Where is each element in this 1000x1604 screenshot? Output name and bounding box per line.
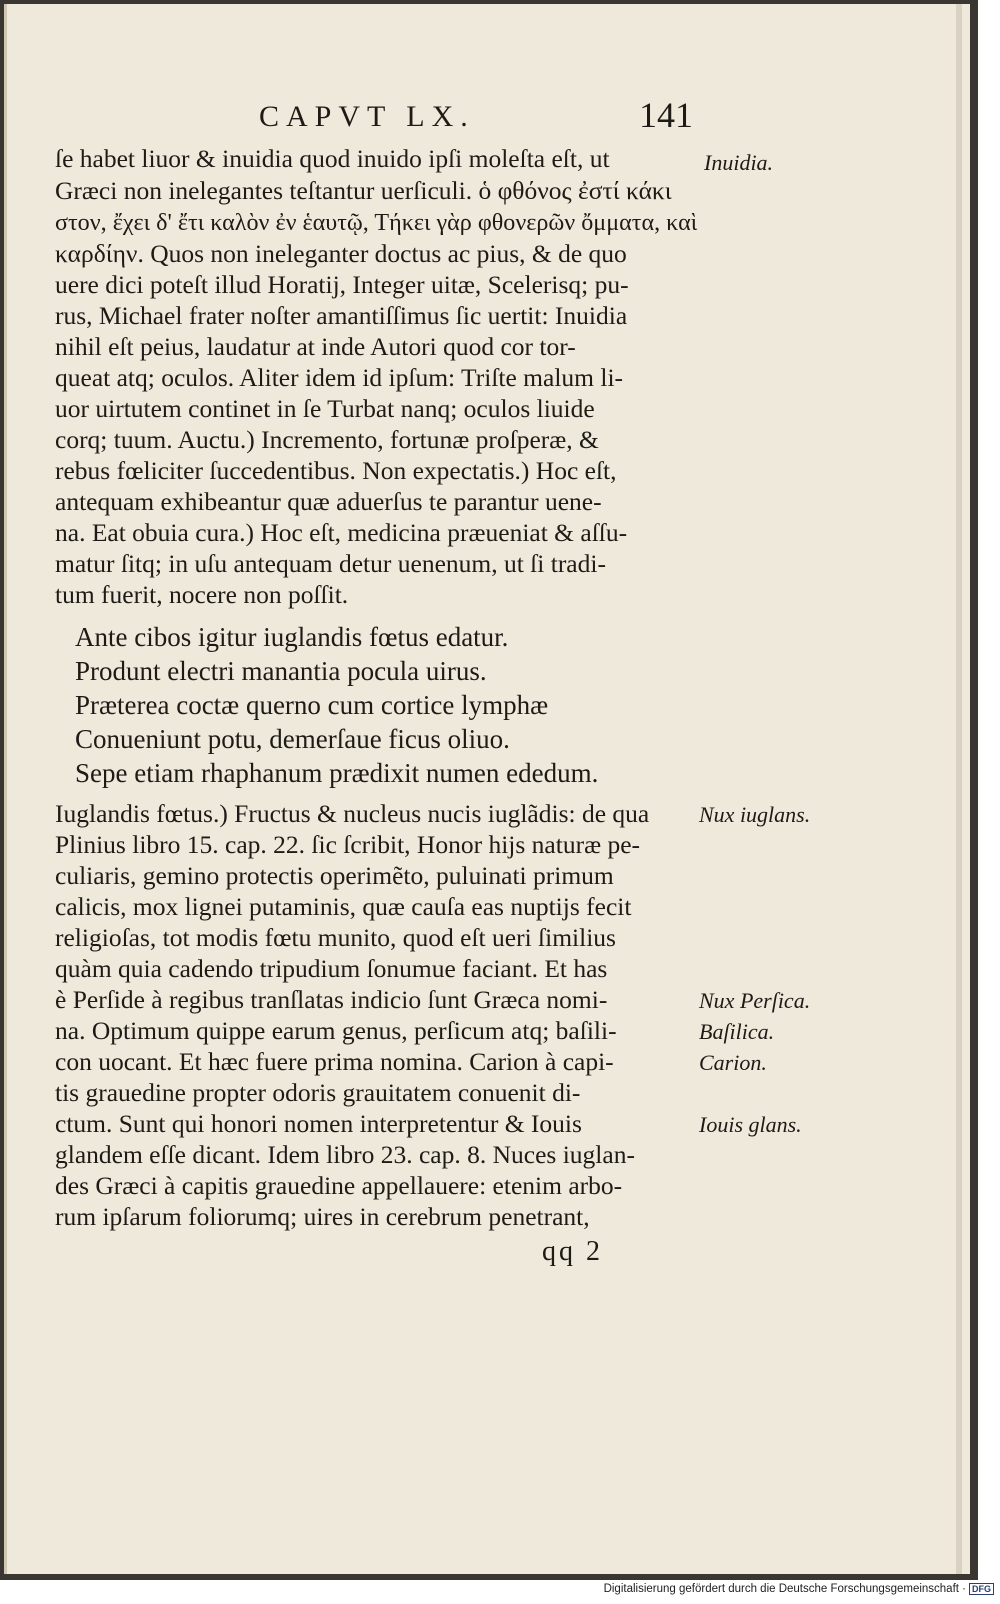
chapter-title: CAPVT LX. bbox=[259, 100, 475, 133]
book-page bbox=[4, 4, 970, 1574]
margin-note: Iouis glans. bbox=[699, 1112, 802, 1137]
dfg-logo: DFG bbox=[969, 1583, 994, 1595]
text-line: queat atq; oculos. Aliter idem id ipſum: Triſte malum li- bbox=[55, 363, 624, 392]
text-line: Plinius libro 15. cap. 22. ſic ſcribit, Honor hijs naturæ pe- bbox=[55, 830, 641, 859]
text-line: na. Eat obuia cura.) Hoc eſt, medicina præueniat & aſſu- bbox=[55, 518, 628, 547]
text-line: Græci non inelegantes teſtantur uerſiculi. ὁ φθόνος ἐστί κάκι bbox=[55, 176, 672, 205]
text-line: antequam exhibeantur quæ aduerſus te parantur uene- bbox=[55, 487, 602, 516]
text-line: quàm quia cadendo tripudium ſonumue faciant. Et has bbox=[55, 954, 608, 983]
text-line: religioſas, tot modis fœtu munito, quod eſt ueri ſimilius bbox=[55, 923, 616, 952]
catchword: qq 2 bbox=[542, 1236, 603, 1267]
text-line: matur ſitq; in uſu antequam detur uenenum, ut ſi tradi- bbox=[55, 549, 606, 578]
page-edge bbox=[956, 4, 962, 1574]
text-line: ſe habet liuor & inuidia quod inuido ipſi moleſta eſt, ut bbox=[55, 144, 610, 173]
margin-note: Carion. bbox=[699, 1050, 767, 1075]
text-line: στον, ἔχει δ' ἔτι καλὸν ἐν ἑαυτῷ, Τήκει γὰρ φθονερῶν ὄμματα, καὶ bbox=[55, 210, 698, 236]
text-line: glandem eſſe dicant. Idem libro 23. cap. 8. Nuces iuglan- bbox=[55, 1140, 635, 1169]
text-line: calicis, mox lignei putaminis, quæ cauſa eas nuptijs fecit bbox=[55, 892, 632, 921]
folio-number: 141 bbox=[639, 95, 693, 135]
margin-note: Nux iuglans. bbox=[699, 802, 811, 827]
verse-line: Præterea coctæ querno cum cortice lymphæ bbox=[75, 690, 549, 720]
verse-line: Sepe etiam rhaphanum prædixit numen ededum. bbox=[75, 758, 599, 788]
text-line: rum ipſarum foliorumq; uires in cerebrum penetrant, bbox=[55, 1202, 590, 1231]
text-line: na. Optimum quippe earum genus, perſicum atq; baſili- bbox=[55, 1016, 617, 1045]
text-line: des Græci à capitis grauedine appellauere: etenim arbo- bbox=[55, 1171, 623, 1200]
text-line: uor uirtutem continet in ſe Turbat nanq; oculos liuide bbox=[55, 394, 595, 423]
verse-line: Ante cibos igitur iuglandis fœtus edatur. bbox=[75, 622, 509, 652]
text-line: ctum. Sunt qui honori nomen interpretentur & Iouis bbox=[55, 1109, 582, 1138]
text-line: rebus fœliciter ſuccedentibus. Non expectatis.) Hoc eſt, bbox=[55, 456, 617, 485]
text-line: tis grauedine propter odoris grauitatem conuenit di- bbox=[55, 1078, 581, 1107]
verse-line: Produnt electri manantia pocula uirus. bbox=[75, 656, 487, 686]
running-header bbox=[7, 95, 970, 140]
verse-line: Conueniunt potu, demerſaue ficus oliuo. bbox=[75, 724, 510, 754]
text-line: corq; tuum. Auctu.) Incremento, fortunæ proſperæ, & bbox=[55, 425, 599, 454]
text-line: rus, Michael frater noſter amantiſſimus ſic uertit: Inuidia bbox=[55, 301, 628, 330]
text-line: tum fuerit, nocere non poſſit. bbox=[55, 580, 349, 609]
credit-text: Digitalisierung gefördert durch die Deutsche Forschungsgemeinschaft · bbox=[603, 1583, 966, 1595]
margin-note: Nux Perſica. bbox=[699, 988, 811, 1013]
text-line: con uocant. Et hæc fuere prima nomina. Carion à capi- bbox=[55, 1047, 614, 1076]
text-line: culiaris, gemino protectis operimẽto, puluinati primum bbox=[55, 861, 614, 890]
funding-credit bbox=[604, 1583, 994, 1595]
text-line: Iuglandis fœtus.) Fructus & nucleus nucis iuglãdis: de qua bbox=[55, 799, 650, 828]
text-line: καρδίην. Quos non ineleganter doctus ac pius, & de quo bbox=[55, 239, 627, 268]
text-line: è Perſide à regibus tranſlatas indicio ſunt Græca nomi- bbox=[55, 985, 608, 1014]
text-line: nihil eſt peius, laudatur at inde Autori quod cor tor- bbox=[55, 332, 576, 361]
margin-note: Inuidia. bbox=[704, 150, 774, 175]
margin-note: Baſilica. bbox=[699, 1019, 775, 1044]
text-line: uere dici poteſt illud Horatij, Integer uitæ, Scelerisq; pu- bbox=[55, 270, 629, 299]
